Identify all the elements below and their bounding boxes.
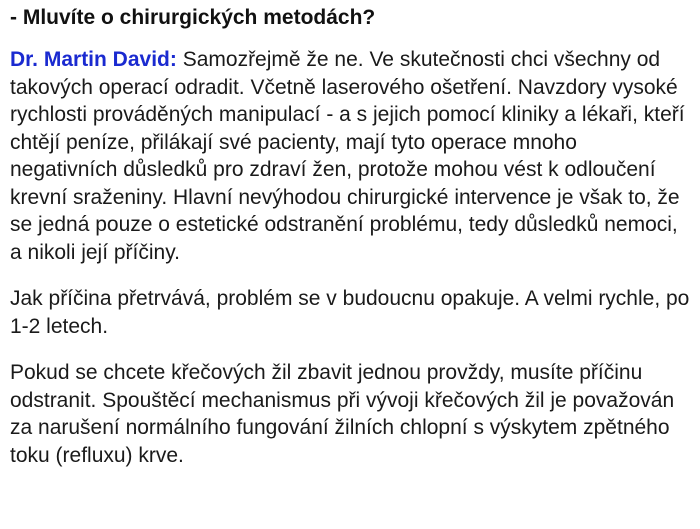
answer-paragraph [10,46,690,266]
body-paragraph: Pokud se chcete křečových žil zbavit jednou provždy, musíte příčinu odstranit. Spouštěcí mechanismus při vývoji křečových žil je považován za narušení normálního fungování žilních chlopní s výskytem zpětného toku (refluxu) krve. [10,361,675,467]
speaker-name: Dr. Martin David: [10,48,177,71]
answer-text: Samozřejmě že ne. Ve skutečnosti chci všechny od takových operací odradit. Včetně laserového ošetření. Navzdory vysoké rychlosti prováděných manipulací - a s jejich pomocí kliniky a lékaři, kteří chtějí peníze, přilákají své pacienty, mají tyto operace mnoho negativních důsledků pro zdraví žen, protože mohou vést k odloučení krevní sraženiny. Hlavní nevýhodou chirurgické intervence je však to, že se jedná pouze o estetické odstranění problému, tedy důsledků nemoci, a nikoli její příčiny. [10,48,685,264]
question-heading: - Mluvíte o chirurgických metodách? [10,6,376,29]
body-paragraph: Jak příčina přetrvává, problém se v budoucnu opakuje. A velmi rychle, po 1-2 letech. [10,287,690,338]
